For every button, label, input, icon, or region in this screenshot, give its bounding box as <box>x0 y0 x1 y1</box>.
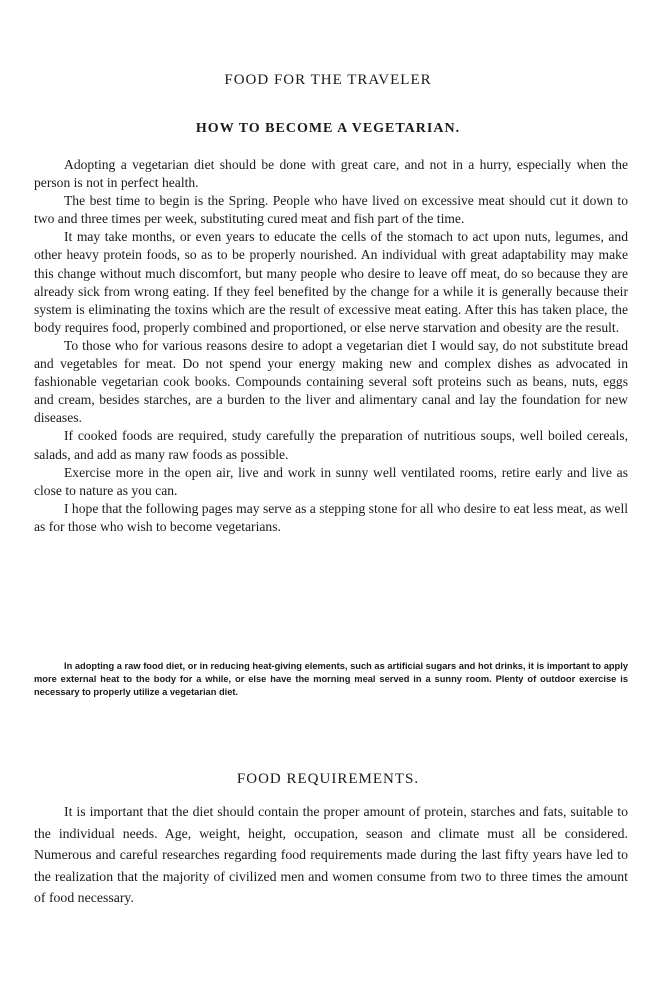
footnote: In adopting a raw food diet, or in reducing heat-giving elements, such as artificial sugars and hot drinks, it is important to apply more external heat to the body for a while, or else have the morning meal served in a sunny room. Plenty of outdoor exercise is necessary to properly utilize a vegetarian diet. <box>34 661 628 697</box>
paragraph: It may take months, or even years to educate the cells of the stomach to act upon nuts, legumes, and other heavy protein foods, so as to be properly nourished. An individual with great adaptability may make this change without much discomfort, but many people who desire to leave off meat, do so because they are already sick from wrong eating. If they feel benefited by the change for a while it is generally because their system is eliminating the toxins which are the result of excessive meat eating. After this has taken place, the body requires food, properly combined and proportioned, or else nerve starvation and obesity are the result. <box>34 229 628 335</box>
paragraph: Exercise more in the open air, live and work in sunny well ventilated rooms, retire early and live as close to nature as you can. <box>34 464 628 498</box>
section-food-requirements-body <box>34 801 628 909</box>
paragraph: To those who for various reasons desire to adopt a vegetarian diet I would say, do not substitute bread and vegetables for meat. Do not spend your energy making new and complex dishes as advocated in fashionable vegetarian cook books. Compounds containing several soft proteins such as beans, nuts, eggs and cream, besides starches, are a burden to the liver and alimentary canal and lay the foundation for new diseases. <box>34 337 628 426</box>
paragraph: The best time to begin is the Spring. People who have lived on excessive meat should cut it down to two and three times per week, substituting cured meat and fish part of the time. <box>34 193 628 227</box>
section-title-food-requirements: FOOD REQUIREMENTS. <box>236 771 420 787</box>
paragraph: Adopting a vegetarian diet should be done with great care, and not in a hurry, especially when the person is not in perfect health. <box>34 157 628 191</box>
section-title-vegetarian: HOW TO BECOME A VEGETARIAN. <box>195 121 461 136</box>
paragraph: If cooked foods are required, study carefully the preparation of nutritious soups, well boiled cereals, salads, and add as many raw foods as possible. <box>34 428 628 462</box>
paragraph: I hope that the following pages may serve as a stepping stone for all who desire to eat less meat, as well as for those who wish to become vegetarians. <box>34 500 628 534</box>
paragraph: It is important that the diet should contain the proper amount of protein, starches and fats, suitable to the individual needs. Age, weight, height, occupation, season and climate must all be considered. Numerous and careful researches regarding food requirements made during the last fifty years have led to the realization that the majority of civilized men and women consume from two to three times the amount of food necessary. <box>34 804 628 906</box>
section-vegetarian-body <box>34 156 628 536</box>
running-head: FOOD FOR THE TRAVELER <box>224 72 432 88</box>
